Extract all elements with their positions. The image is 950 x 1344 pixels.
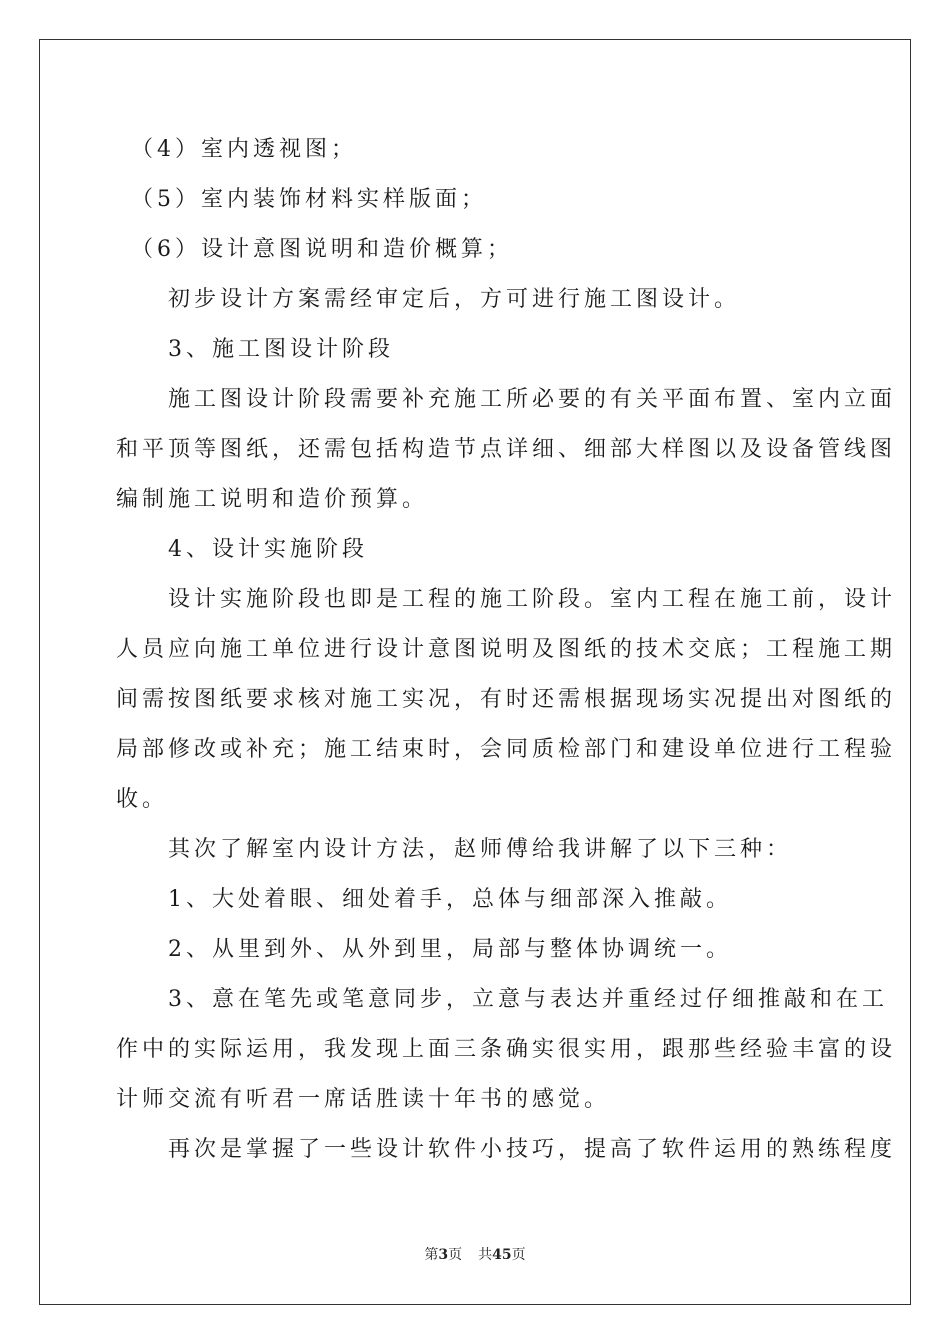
method-item-2: 2、从里到外、从外到里，局部与整体协调统一。: [116, 937, 732, 962]
text-line-12: 间需按图纸要求核对施工实况，有时还需根据现场实况提出对图纸的: [116, 687, 897, 712]
section-heading-3: 3、施工图设计阶段: [116, 337, 394, 362]
text-line-10: 设计实施阶段也即是工程的施工阶段。室内工程在施工前，设计: [116, 587, 897, 612]
page-suffix: 页: [448, 1247, 463, 1263]
total-pages: 45: [492, 1247, 512, 1263]
text-line-15: 其次了解室内设计方法，赵师傅给我讲解了以下三种：: [116, 837, 793, 862]
total-prefix: 共: [478, 1247, 493, 1263]
text-line-2: （5）室内装饰材料实样版面；: [116, 187, 487, 212]
text-line-14: 收。: [116, 787, 169, 812]
text-line-21: 再次是掌握了一些设计软件小技巧，提高了软件运用的熟练程度: [116, 1137, 897, 1162]
text-line-13: 局部修改或补充；施工结束时，会同质检部门和建设单位进行工程验: [116, 737, 897, 762]
page-prefix: 第: [424, 1247, 439, 1263]
text-line-4: 初步设计方案需经审定后，方可进行施工图设计。: [116, 287, 741, 312]
text-line-19: 作中的实际运用，我发现上面三条确实很实用，跟那些经验丰富的设: [116, 1037, 897, 1062]
page-number: 3: [438, 1247, 449, 1263]
text-line-6: 施工图设计阶段需要补充施工所必要的有关平面布置、室内立面: [116, 387, 897, 412]
text-line-3: （6）设计意图说明和造价概算；: [116, 237, 513, 262]
page-border: [39, 39, 911, 1305]
text-line-11: 人员应向施工单位进行设计意图说明及图纸的技术交底；工程施工期: [116, 637, 897, 662]
text-line-7: 和平顶等图纸，还需包括构造节点详细、细部大样图以及设备管线图: [116, 437, 897, 462]
text-line-1: （4）室内透视图；: [116, 137, 357, 162]
section-heading-4: 4、设计实施阶段: [116, 537, 368, 562]
total-suffix: 页: [511, 1247, 526, 1263]
method-item-1: 1、大处着眼、细处着手，总体与细部深入推敲。: [116, 887, 732, 912]
method-item-3: 3、意在笔先或笔意同步，立意与表达并重经过仔细推敲和在工: [116, 987, 888, 1012]
text-line-8: 编制施工说明和造价预算。: [116, 487, 429, 512]
page-footer: [0, 1245, 950, 1265]
text-line-20: 计师交流有听君一席话胜读十年书的感觉。: [116, 1087, 611, 1112]
